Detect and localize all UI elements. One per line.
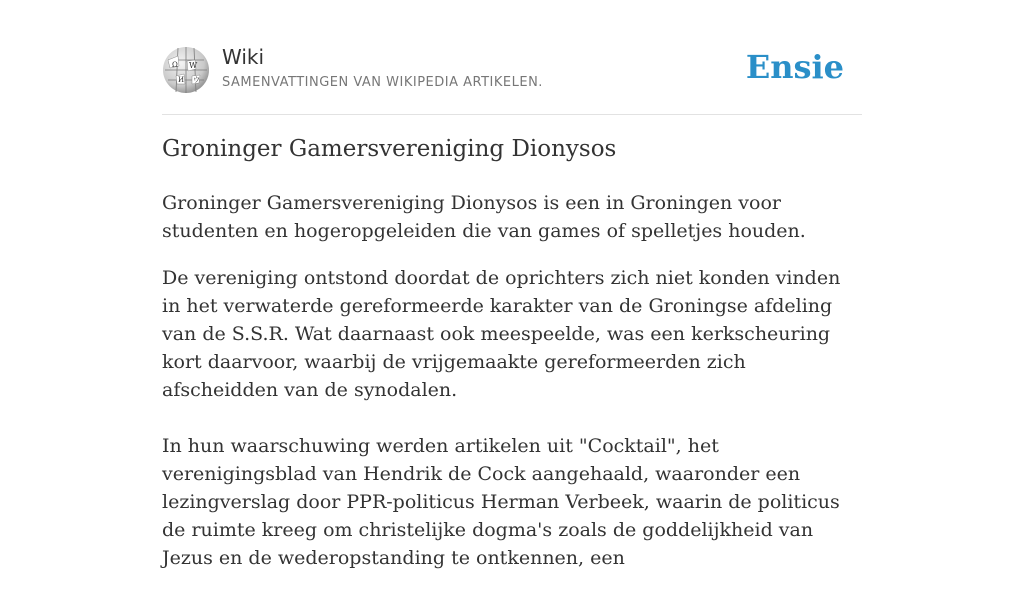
article-body [162, 189, 862, 591]
article-paragraph: In hun waarschuwing werden artikelen uit "Cocktail", het verenigingsblad van Hendrik de Cock aangehaald, waaronder een lezingverslag door PPR-politicus Herman Verbeek, waarin de politicus de ruimte kreeg om christelijke dogma's zoals de goddelijkheid van Jezus en de wederopstanding te ontkennen, een [162, 435, 840, 569]
svg-text:W: W [189, 61, 198, 70]
article-title: Groninger Gamersvereniging Dionysos [162, 136, 617, 162]
page [162, 0, 862, 569]
wikipedia-globe-icon[interactable] [162, 46, 210, 94]
svg-text:ウ: ウ [193, 76, 200, 84]
site-header [162, 0, 862, 115]
ensie-brand-link[interactable]: Ensie [745, 48, 844, 86]
svg-text:Ω: Ω [172, 61, 178, 69]
article-paragraph: De vereniging ontstond doordat de oprichters zich niet konden vinden in het verwaterde gereformeerde karakter van de Groningse afdeling van de S.S.R. Wat daarnaast ook meespeelde, was een kerkscheuring kort daarvoor, waarbij de vrijgemaakte gereformeerden zich afscheidden van de synodalen. [162, 267, 841, 401]
site-title[interactable]: Wiki [222, 45, 265, 69]
article-paragraph: Groninger Gamersvereniging Dionysos is een in Groningen voor studenten en hogeropgeleiden die van games of spelletjes houden. [162, 192, 806, 242]
svg-text:И: И [178, 76, 185, 84]
site-subtitle: SAMENVATTINGEN VAN WIKIPEDIA ARTIKELEN. [222, 75, 543, 90]
